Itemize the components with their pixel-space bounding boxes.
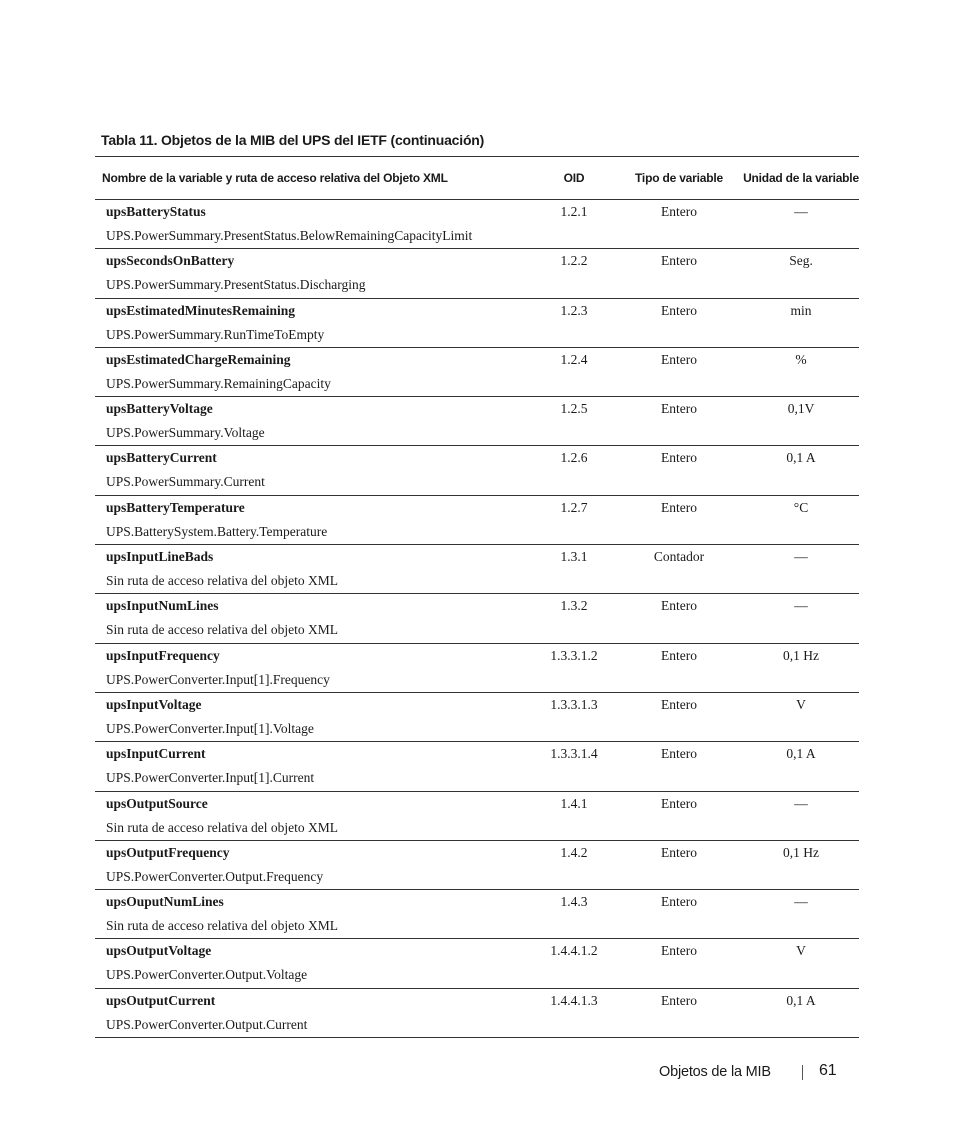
variable-type-value: Entero bbox=[661, 253, 697, 269]
variable-name: upsInputNumLines bbox=[106, 598, 219, 614]
unit-value: 0,1 A bbox=[786, 992, 816, 1008]
unit-cell bbox=[743, 249, 859, 298]
oid-value: 1.4.4.1.2 bbox=[550, 943, 598, 959]
table-row bbox=[95, 840, 859, 889]
xml-relative-path: UPS.PowerConverter.Output.Voltage bbox=[106, 967, 308, 983]
variable-type-value: Entero bbox=[661, 598, 697, 614]
unit-value: — bbox=[794, 598, 808, 614]
unit-value: °C bbox=[793, 499, 809, 515]
oid-value: 1.2.6 bbox=[560, 450, 588, 466]
variable-name: upsEstimatedMinutesRemaining bbox=[106, 302, 296, 318]
unit-value: 0,1 Hz bbox=[783, 647, 819, 663]
variable-cell bbox=[95, 545, 533, 594]
variable-name: upsBatteryStatus bbox=[106, 204, 206, 219]
xml-relative-path: UPS.PowerConverter.Output.Current bbox=[106, 1016, 308, 1032]
type-cell bbox=[615, 397, 743, 446]
unit-cell bbox=[743, 840, 859, 889]
variable-cell bbox=[95, 939, 533, 988]
variable-type-value: Entero bbox=[661, 844, 697, 860]
unit-value: — bbox=[794, 795, 808, 811]
variable-name: upsEstimatedChargeRemaining bbox=[106, 351, 291, 367]
unit-cell bbox=[743, 545, 859, 594]
unit-value: 0,1 Hz bbox=[783, 844, 819, 860]
oid-value: 1.2.4 bbox=[560, 351, 588, 367]
xml-relative-path: UPS.PowerSummary.PresentStatus.BelowRemainingCapacityLimit bbox=[106, 228, 473, 243]
variable-type-value: Entero bbox=[661, 204, 697, 219]
unit-value: V bbox=[796, 696, 806, 712]
variable-cell bbox=[95, 397, 533, 446]
xml-relative-path: UPS.PowerSummary.RunTimeToEmpty bbox=[106, 326, 325, 342]
unit-value: 0,1 A bbox=[786, 746, 816, 762]
oid-cell bbox=[533, 495, 615, 544]
table-header-row bbox=[95, 157, 859, 200]
xml-relative-path: UPS.PowerSummary.RemainingCapacity bbox=[106, 375, 331, 391]
variable-cell bbox=[95, 298, 533, 347]
variable-type-value: Entero bbox=[661, 499, 697, 515]
xml-relative-path: Sin ruta de acceso relativa del objeto XML bbox=[106, 819, 339, 835]
variable-cell bbox=[95, 742, 533, 791]
variable-type-value: Entero bbox=[661, 746, 697, 762]
type-cell bbox=[615, 594, 743, 643]
oid-value: 1.3.2 bbox=[560, 598, 588, 614]
variable-cell bbox=[95, 347, 533, 396]
unit-value: min bbox=[790, 302, 812, 318]
variable-cell bbox=[95, 446, 533, 495]
table-row bbox=[95, 643, 859, 692]
variable-cell bbox=[95, 495, 533, 544]
oid-cell bbox=[533, 594, 615, 643]
oid-value: 1.3.3.1.3 bbox=[550, 696, 598, 712]
oid-value: 1.2.3 bbox=[560, 302, 588, 318]
table-row bbox=[95, 446, 859, 495]
variable-type-value: Entero bbox=[661, 450, 697, 466]
type-cell bbox=[615, 347, 743, 396]
unit-value: — bbox=[794, 894, 808, 910]
header-variable-type: Tipo de variable bbox=[615, 157, 743, 200]
unit-cell bbox=[743, 446, 859, 495]
unit-cell bbox=[743, 495, 859, 544]
variable-type-value: Entero bbox=[661, 795, 697, 811]
variable-name: upsOutputFrequency bbox=[106, 844, 230, 860]
oid-cell bbox=[533, 347, 615, 396]
type-cell bbox=[615, 939, 743, 988]
xml-relative-path: UPS.PowerSummary.Current bbox=[106, 474, 265, 490]
unit-value: 0,1 A bbox=[786, 450, 816, 466]
oid-cell bbox=[533, 249, 615, 298]
unit-value: V bbox=[796, 943, 806, 959]
variable-name: upsOuputNumLines bbox=[106, 894, 224, 910]
unit-value: — bbox=[794, 549, 808, 565]
oid-value: 1.2.1 bbox=[560, 204, 588, 219]
variable-cell bbox=[95, 791, 533, 840]
type-cell bbox=[615, 249, 743, 298]
variable-name: upsOutputVoltage bbox=[106, 943, 212, 959]
page-number: 61 bbox=[819, 1062, 837, 1079]
type-cell bbox=[615, 692, 743, 741]
footer-section-title: Objetos de la MIB bbox=[659, 1064, 771, 1080]
variable-type-value: Entero bbox=[661, 351, 697, 367]
variable-cell bbox=[95, 890, 533, 939]
oid-value: 1.2.7 bbox=[560, 499, 588, 515]
oid-cell bbox=[533, 791, 615, 840]
table-body bbox=[95, 200, 859, 1038]
unit-value: Seg. bbox=[789, 253, 813, 269]
variable-cell bbox=[95, 249, 533, 298]
table-row bbox=[95, 692, 859, 741]
table-row bbox=[95, 347, 859, 396]
type-cell bbox=[615, 298, 743, 347]
xml-relative-path: UPS.PowerConverter.Input[1].Current bbox=[106, 770, 315, 786]
oid-cell bbox=[533, 742, 615, 791]
variable-name: upsOutputSource bbox=[106, 795, 208, 811]
type-cell bbox=[615, 988, 743, 1037]
oid-value: 1.4.3 bbox=[560, 894, 588, 910]
type-cell bbox=[615, 791, 743, 840]
variable-type-value: Entero bbox=[661, 696, 697, 712]
xml-relative-path: Sin ruta de acceso relativa del objeto XML bbox=[106, 622, 339, 638]
variable-cell bbox=[95, 643, 533, 692]
oid-value: 1.4.4.1.3 bbox=[550, 992, 598, 1008]
unit-cell bbox=[743, 298, 859, 347]
oid-value: 1.4.2 bbox=[560, 844, 588, 860]
header-oid: OID bbox=[533, 157, 615, 200]
variable-name: upsBatteryTemperature bbox=[106, 499, 245, 515]
header-variable-name: Nombre de la variable y ruta de acceso relativa del Objeto XML bbox=[95, 157, 533, 200]
variable-name: upsInputFrequency bbox=[106, 647, 220, 663]
oid-cell bbox=[533, 298, 615, 347]
variable-cell bbox=[95, 692, 533, 741]
oid-cell bbox=[533, 397, 615, 446]
variable-cell bbox=[95, 200, 533, 249]
oid-cell bbox=[533, 840, 615, 889]
oid-value: 1.2.5 bbox=[560, 401, 588, 417]
footer-divider bbox=[802, 1065, 803, 1080]
variable-cell bbox=[95, 594, 533, 643]
variable-type-value: Contador bbox=[653, 549, 705, 565]
variable-type-value: Entero bbox=[661, 647, 697, 663]
type-cell bbox=[615, 545, 743, 594]
table-row bbox=[95, 890, 859, 939]
variable-name: upsSecondsOnBattery bbox=[106, 253, 235, 269]
variable-name: upsInputLineBads bbox=[106, 549, 214, 565]
unit-cell bbox=[743, 594, 859, 643]
unit-cell bbox=[743, 890, 859, 939]
unit-cell bbox=[743, 643, 859, 692]
xml-relative-path: UPS.PowerConverter.Input[1].Frequency bbox=[106, 671, 330, 687]
type-cell bbox=[615, 840, 743, 889]
variable-type-value: Entero bbox=[661, 894, 697, 910]
variable-name: upsBatteryCurrent bbox=[106, 450, 217, 466]
oid-cell bbox=[533, 643, 615, 692]
variable-type-value: Entero bbox=[661, 302, 697, 318]
variable-name: upsBatteryVoltage bbox=[106, 401, 213, 417]
table-row bbox=[95, 791, 859, 840]
xml-relative-path: Sin ruta de acceso relativa del objeto XML bbox=[106, 918, 339, 934]
table-caption: Tabla 11. Objetos de la MIB del UPS del IETF (continuación) bbox=[101, 132, 485, 148]
unit-cell bbox=[743, 939, 859, 988]
type-cell bbox=[615, 643, 743, 692]
oid-value: 1.3.3.1.4 bbox=[550, 746, 598, 762]
unit-value: 0,1V bbox=[787, 401, 815, 417]
oid-cell bbox=[533, 446, 615, 495]
unit-cell bbox=[743, 347, 859, 396]
variable-type-value: Entero bbox=[661, 992, 697, 1008]
unit-cell bbox=[743, 200, 859, 249]
type-cell bbox=[615, 446, 743, 495]
xml-relative-path: UPS.PowerSummary.PresentStatus.Discharging bbox=[106, 277, 366, 293]
oid-cell bbox=[533, 890, 615, 939]
xml-relative-path: UPS.PowerConverter.Input[1].Voltage bbox=[106, 720, 314, 736]
type-cell bbox=[615, 742, 743, 791]
variable-name: upsInputVoltage bbox=[106, 696, 202, 712]
unit-cell bbox=[743, 988, 859, 1037]
unit-value: — bbox=[794, 204, 808, 219]
table-row bbox=[95, 397, 859, 446]
variable-type-value: Entero bbox=[661, 401, 697, 417]
unit-cell bbox=[743, 742, 859, 791]
unit-cell bbox=[743, 791, 859, 840]
xml-relative-path: UPS.PowerConverter.Output.Frequency bbox=[106, 868, 324, 884]
variable-name: upsOutputCurrent bbox=[106, 992, 216, 1008]
variable-cell bbox=[95, 840, 533, 889]
oid-cell bbox=[533, 988, 615, 1037]
xml-relative-path: UPS.PowerSummary.Voltage bbox=[106, 425, 265, 441]
table-row bbox=[95, 939, 859, 988]
type-cell bbox=[615, 495, 743, 544]
table-row bbox=[95, 594, 859, 643]
table-row bbox=[95, 249, 859, 298]
oid-value: 1.2.2 bbox=[560, 253, 588, 269]
table-row bbox=[95, 988, 859, 1037]
table-row bbox=[95, 545, 859, 594]
header-variable-unit: Unidad de la variable bbox=[743, 157, 859, 200]
unit-value: % bbox=[795, 351, 807, 367]
table-row bbox=[95, 742, 859, 791]
oid-cell bbox=[533, 692, 615, 741]
oid-value: 1.3.3.1.2 bbox=[550, 647, 598, 663]
unit-cell bbox=[743, 397, 859, 446]
oid-value: 1.3.1 bbox=[560, 549, 588, 565]
mib-objects-table bbox=[95, 156, 859, 1038]
oid-cell bbox=[533, 939, 615, 988]
variable-cell bbox=[95, 988, 533, 1037]
type-cell bbox=[615, 890, 743, 939]
variable-type-value: Entero bbox=[661, 943, 697, 959]
type-cell bbox=[615, 200, 743, 249]
table-row bbox=[95, 298, 859, 347]
table-row bbox=[95, 200, 859, 249]
oid-cell bbox=[533, 545, 615, 594]
xml-relative-path: UPS.BatterySystem.Battery.Temperature bbox=[106, 523, 328, 539]
oid-value: 1.4.1 bbox=[560, 795, 588, 811]
xml-relative-path: Sin ruta de acceso relativa del objeto XML bbox=[106, 573, 339, 589]
unit-cell bbox=[743, 692, 859, 741]
table-row bbox=[95, 495, 859, 544]
variable-name: upsInputCurrent bbox=[106, 746, 206, 762]
oid-cell bbox=[533, 200, 615, 249]
